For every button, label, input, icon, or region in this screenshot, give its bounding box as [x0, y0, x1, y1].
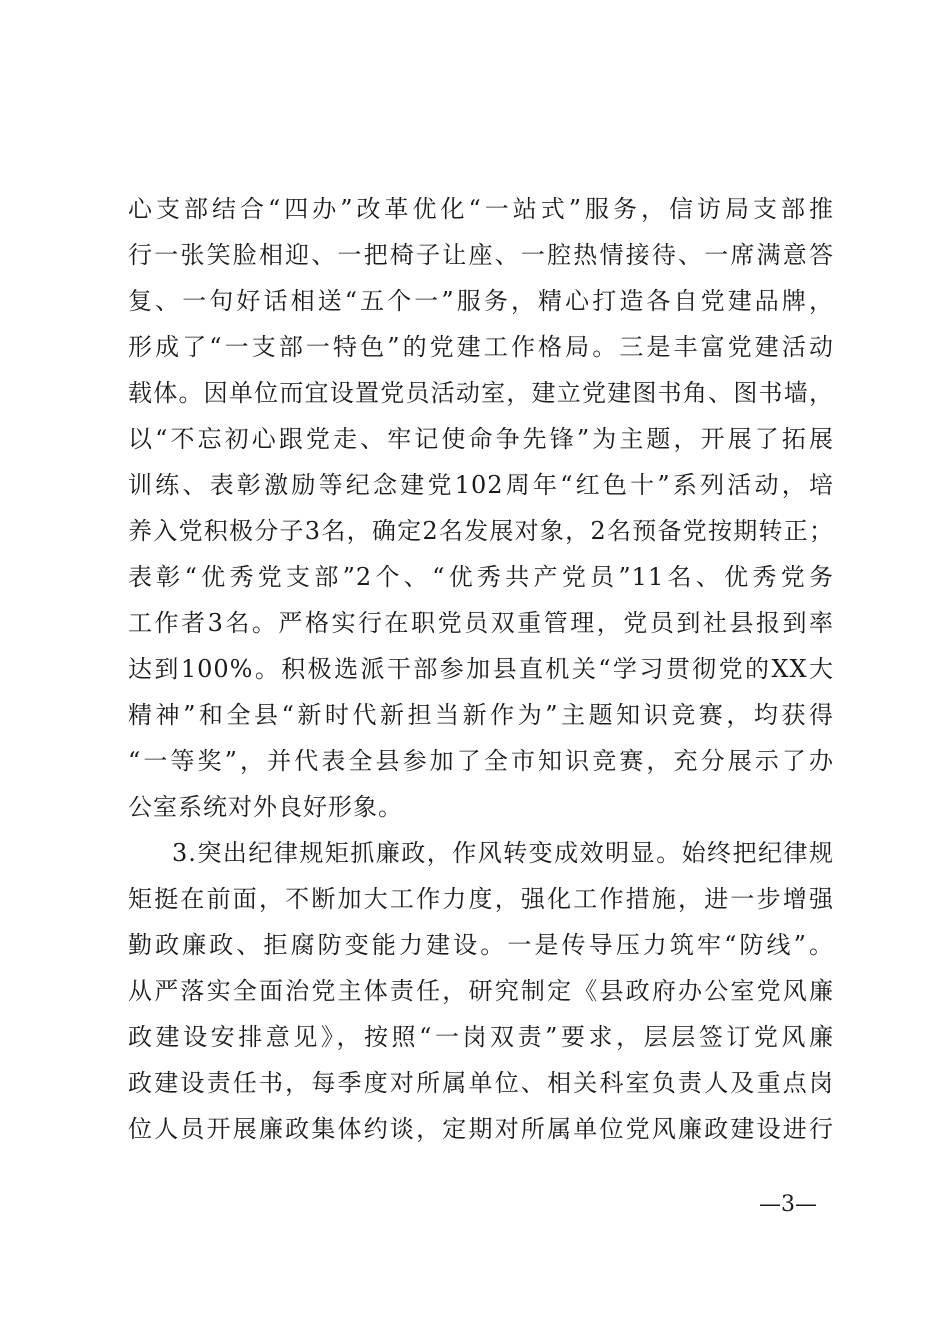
text-line: 行一张笑脸相迎、一把椅子让座、一腔热情接待、一席满意答 [128, 241, 834, 269]
text-line: 复、一句好话相送“五个一”服务，精心打造各自党建品牌， [128, 287, 834, 315]
text-line: 载体。因单位而宜设置党员活动室，建立党建图书角、图书墙， [128, 379, 834, 407]
text-line: 矩挺在前面，不断加大工作力度，强化工作措施，进一步增强 [128, 885, 834, 913]
text-line: 养入党积极分子3名，确定2名发展对象，2名预备党按期转正； [128, 517, 834, 545]
text-line: 工作者3名。严格实行在职党员双重管理，党员到社县报到率 [128, 609, 834, 637]
text-line: 政建设责任书，每季度对所属单位、相关科室负责人及重点岗 [128, 1069, 834, 1097]
page-number: —3— [759, 1192, 817, 1217]
paragraph-discipline [128, 830, 834, 1152]
text-line: 形成了“一支部一特色”的党建工作格局。三是丰富党建活动 [128, 333, 834, 361]
text-line: 3.突出纪律规矩抓廉政，作风转变成效明显。始终把纪律规 [172, 839, 834, 867]
text-line: 训练、表彰激励等纪念建党102周年“红色十”系列活动，培 [128, 471, 834, 499]
text-line: 位人员开展廉政集体约谈，定期对所属单位党风廉政建设进行 [128, 1115, 834, 1143]
text-line: 勤政廉政、拒腐防变能力建设。一是传导压力筑牢“防线”。 [128, 931, 834, 959]
text-line: 以“不忘初心跟党走、牢记使命争先锋”为主题，开展了拓展 [128, 425, 834, 453]
text-line: 公室系统对外良好形象。 [128, 793, 403, 821]
paragraph-party-building [128, 186, 834, 830]
text-line: 从严落实全面治党主体责任，研究制定《县政府办公室党风廉 [128, 977, 834, 1005]
text-line: 达到100%。积极选派干部参加县直机关“学习贯彻党的XX大 [128, 655, 834, 683]
text-line: 政建设安排意见》，按照“一岗双责”要求，层层签订党风廉 [128, 1023, 834, 1051]
text-line: 心支部结合“四办”改革优化“一站式”服务，信访局支部推 [128, 195, 834, 223]
text-line: 精神”和全县“新时代新担当新作为”主题知识竞赛，均获得 [128, 701, 834, 729]
text-line: “一等奖”，并代表全县参加了全市知识竞赛，充分展示了办 [128, 747, 834, 775]
text-line: 表彰“优秀党支部”2个、“优秀共产党员”11名、优秀党务 [128, 563, 834, 591]
